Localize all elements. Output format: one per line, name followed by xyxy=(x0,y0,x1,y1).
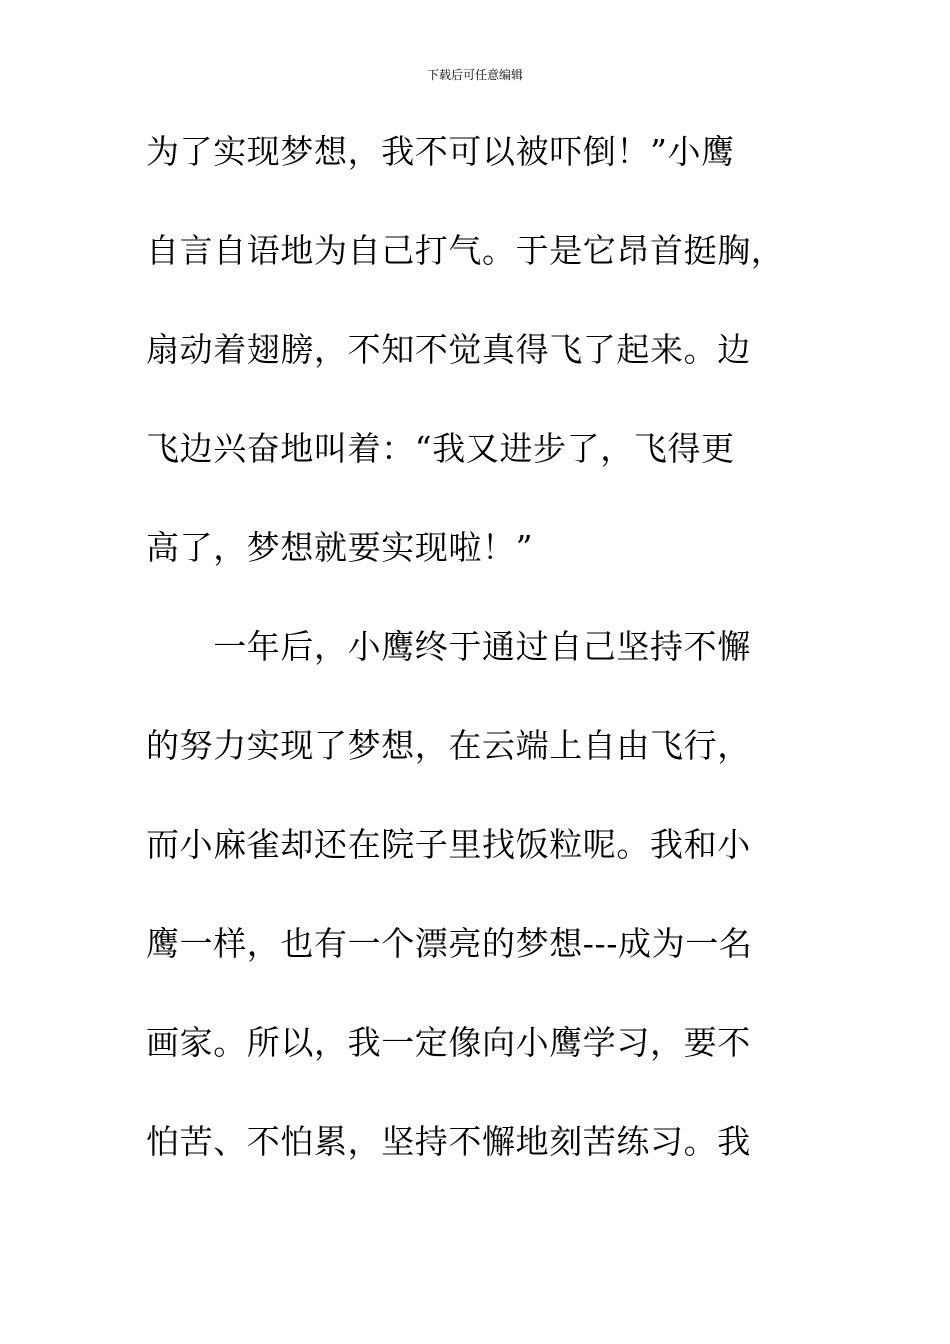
text-line: 一年后，小鹰终于通过自己坚持不懈 xyxy=(146,627,751,666)
text-line: 的努力实现了梦想，在云端上自由飞行， xyxy=(146,726,751,765)
body-text xyxy=(146,124,826,1213)
text-line: 画家。所以，我一定像向小鹰学习，要不 xyxy=(146,1023,751,1062)
text-line: 高了，梦想就要实现啦！” xyxy=(146,528,534,567)
text-line: 而小麻雀却还在院子里找饭粒呢。我和小 xyxy=(146,825,751,864)
page-header: 下载后可任意编辑 xyxy=(426,68,523,82)
text-line: 怕苦、不怕累，坚持不懈地刻苦练习。我 xyxy=(146,1122,751,1161)
text-line: 鹰一样，也有一个漂亮的梦想---成为一名 xyxy=(146,924,753,963)
text-line: 自言自语地为自己打气。于是它昂首挺胸， xyxy=(146,231,785,270)
text-line: 扇动着翅膀，不知不觉真得飞了起来。边 xyxy=(146,330,751,369)
text-line: 飞边兴奋地叫着：“我又进步了，飞得更 xyxy=(146,429,735,468)
text-line: 为了实现梦想，我不可以被吓倒！”小鹰 xyxy=(146,132,735,171)
